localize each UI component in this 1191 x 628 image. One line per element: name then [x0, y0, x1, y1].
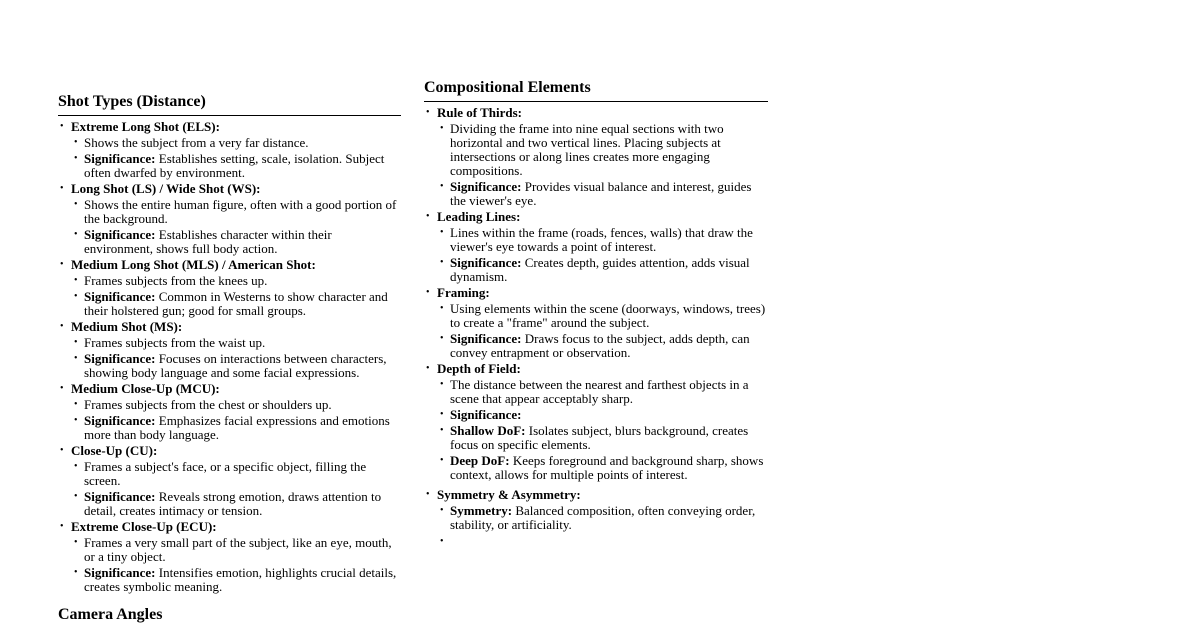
section-heading-compositional: Compositional Elements	[424, 79, 768, 102]
term: • Extreme Long Shot (ELS):	[71, 119, 220, 134]
list-item	[58, 182, 401, 256]
sub-item: • Significance: Provides visual balance and interest, guides the viewer's eye.	[437, 180, 768, 208]
sub-item: • Significance: Establishes character within their environment, shows full body action.	[71, 228, 401, 256]
term: • Leading Lines:	[437, 209, 521, 224]
list-item	[58, 120, 401, 180]
sub-item-empty	[437, 535, 768, 549]
sub-item: • Significance: Reveals strong emotion, draws attention to detail, creates intimacy or tension.	[71, 490, 401, 518]
sub-item: • Frames subjects from the chest or shoulders up.	[71, 398, 401, 412]
list-item	[424, 210, 768, 284]
shot-types-list	[58, 120, 401, 594]
sub-item: • Significance: Focuses on interactions between characters, showing body language and some facial expressions.	[71, 352, 401, 380]
sub-item: • Shallow DoF: Isolates subject, blurs background, creates focus on specific elements.	[437, 424, 768, 452]
sub-item: • Frames subjects from the waist up.	[71, 336, 401, 350]
sub-item: • Frames a subject's face, or a specific object, filling the screen.	[71, 460, 401, 488]
list-item	[58, 444, 401, 518]
compositional-section	[424, 79, 768, 551]
list-item	[424, 286, 768, 360]
term: • Medium Long Shot (MLS) / American Shot:	[71, 257, 316, 272]
term: • Medium Close-Up (MCU):	[71, 381, 220, 396]
sub-item: • Frames a very small part of the subject, like an eye, mouth, or a tiny object.	[71, 536, 401, 564]
list-item	[424, 362, 768, 482]
sub-item: • Significance: Emphasizes facial expressions and emotions more than body language.	[71, 414, 401, 442]
sub-item: • Shows the entire human figure, often with a good portion of the background.	[71, 198, 401, 226]
sub-item: • Dividing the frame into nine equal sections with two horizontal and two vertical lines. Placing subjects at intersections or along lines creates more engaging compositions.	[437, 122, 768, 178]
list-item	[58, 320, 401, 380]
list-item	[58, 382, 401, 442]
sub-item: • Symmetry: Balanced composition, often conveying order, stability, or artificiality.	[437, 504, 768, 532]
compositional-list	[424, 106, 768, 549]
list-item	[58, 258, 401, 318]
sub-item: • Using elements within the scene (doorways, windows, trees) to create a "frame" around the subject.	[437, 302, 768, 330]
sub-item: • Shows the subject from a very far distance.	[71, 136, 401, 150]
sub-item: • Significance: Creates depth, guides attention, adds visual dynamism.	[437, 256, 768, 284]
term: • Close-Up (CU):	[71, 443, 158, 458]
sub-item: • Lines within the frame (roads, fences, walls) that draw the viewer's eye towards a point of interest.	[437, 226, 768, 254]
sub-item: • Deep DoF: Keeps foreground and background sharp, shows context, allows for multiple points of interest.	[437, 454, 768, 482]
term: • Long Shot (LS) / Wide Shot (WS):	[71, 181, 261, 196]
sub-item: • Significance: Intensifies emotion, highlights crucial details, creates symbolic meaning.	[71, 566, 401, 594]
list-item	[58, 520, 401, 594]
sub-item: • Significance: Common in Westerns to show character and their holstered gun; good for small groups.	[71, 290, 401, 318]
section-heading-camera-angles: Camera Angles	[58, 606, 163, 623]
term: • Rule of Thirds:	[437, 105, 522, 120]
sub-item: • Frames subjects from the knees up.	[71, 274, 401, 288]
term: • Framing:	[437, 285, 490, 300]
term: • Depth of Field:	[437, 361, 521, 376]
term: • Medium Shot (MS):	[71, 319, 183, 334]
term: • Symmetry & Asymmetry:	[437, 487, 581, 502]
sub-item: • Significance:	[437, 408, 768, 422]
section-heading-shot-types: Shot Types (Distance)	[58, 93, 401, 116]
camera-angles-section	[58, 606, 162, 628]
sub-item: • The distance between the nearest and farthest objects in a scene that appear acceptably sharp.	[437, 378, 768, 406]
term: • Extreme Close-Up (ECU):	[71, 519, 217, 534]
sub-item: • Significance: Draws focus to the subject, adds depth, can convey entrapment or observation.	[437, 332, 768, 360]
shot-types-section	[58, 93, 401, 596]
sub-item: • Significance: Establishes setting, scale, isolation. Subject often dwarfed by environment.	[71, 152, 401, 180]
list-item	[424, 106, 768, 208]
list-item	[424, 488, 768, 549]
